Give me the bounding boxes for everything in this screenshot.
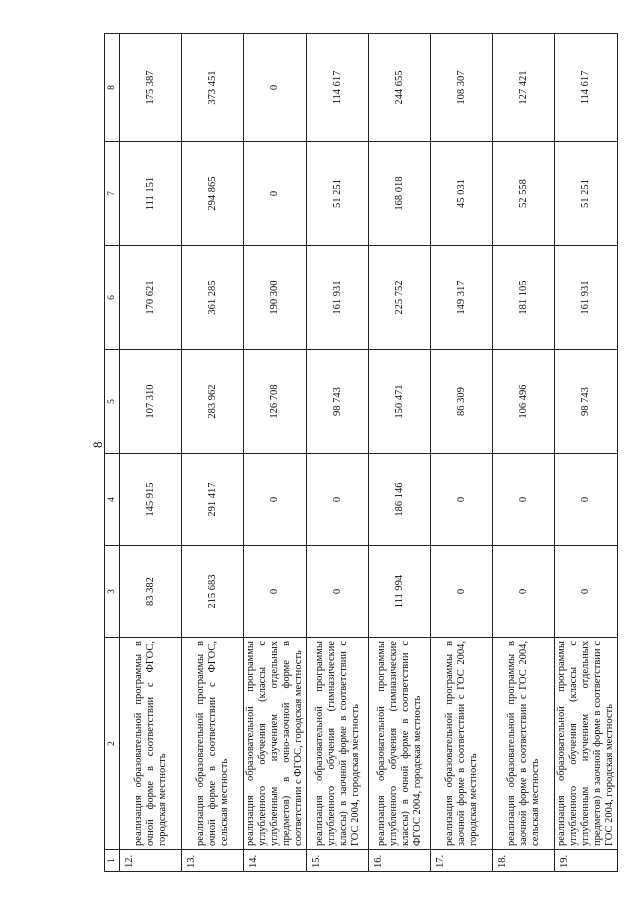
column-header: 5 — [105, 350, 120, 454]
value-cell: 283 962 — [182, 350, 244, 454]
description-cell: реализация образовательной программы углубленного обучения (классы с углубленным изучением отдельных предметов) в очно-заочной форме в соответствии с ФГОС, городская местность — [244, 638, 307, 850]
value-cell: 83 382 — [120, 546, 182, 638]
column-header: 8 — [105, 34, 120, 142]
value-cell: 106 496 — [493, 350, 555, 454]
row-number-cell: 19. — [555, 850, 618, 872]
value-cell: 0 — [431, 546, 493, 638]
value-cell: 373 451 — [182, 34, 244, 142]
value-cell: 114 617 — [555, 34, 618, 142]
row-number-cell: 12. — [120, 850, 182, 872]
description-cell: реализация образовательной программы в очной форме в соответствии с ФГОС, сельская местность — [182, 638, 244, 850]
value-cell: 0 — [244, 142, 307, 246]
value-cell: 175 387 — [120, 34, 182, 142]
table-row — [555, 34, 618, 872]
value-cell: 0 — [307, 546, 369, 638]
description-cell: реализация образовательной программы углубленного обучения (классы с углубленным изучением отдельных предметов) в заочной форме в соответствии с ГОС 2004, городская местность — [555, 638, 618, 850]
value-cell: 161 931 — [555, 246, 618, 350]
table-row — [493, 34, 555, 872]
table-row — [244, 34, 307, 872]
value-cell: 51 251 — [555, 142, 618, 246]
description-cell: реализация образовательной программы в заочной форме в соответствии с ГОС 2004, сельская местность — [493, 638, 555, 850]
header-row — [105, 34, 120, 872]
value-cell: 108 307 — [431, 34, 493, 142]
column-header: 6 — [105, 246, 120, 350]
value-cell: 0 — [307, 454, 369, 546]
value-cell: 150 471 — [369, 350, 431, 454]
table-row — [182, 34, 244, 872]
value-cell: 51 251 — [307, 142, 369, 246]
value-cell: 126 708 — [244, 350, 307, 454]
column-header: 4 — [105, 454, 120, 546]
row-number-cell: 14. — [244, 850, 307, 872]
value-cell: 0 — [244, 454, 307, 546]
table-row — [431, 34, 493, 872]
table-row — [369, 34, 431, 872]
description-cell: реализация образовательной программы в очной форме в соответствии с ФГОС, городская местность — [120, 638, 182, 850]
value-cell: 98 743 — [555, 350, 618, 454]
value-cell: 114 617 — [307, 34, 369, 142]
value-cell: 0 — [244, 34, 307, 142]
description-cell: реализация образовательной программы в заочной форме в соответствии с ГОС 2004, городская местность — [431, 638, 493, 850]
row-number-cell: 13. — [182, 850, 244, 872]
value-cell: 294 865 — [182, 142, 244, 246]
page-number: 8 — [90, 441, 105, 448]
value-cell: 186 146 — [369, 454, 431, 546]
value-cell: 291 417 — [182, 454, 244, 546]
value-cell: 111 151 — [120, 142, 182, 246]
value-cell: 190 300 — [244, 246, 307, 350]
column-header: 7 — [105, 142, 120, 246]
row-number-cell: 17. — [431, 850, 493, 872]
value-cell: 111 994 — [369, 546, 431, 638]
value-cell: 107 310 — [120, 350, 182, 454]
value-cell: 0 — [493, 454, 555, 546]
column-header: 3 — [105, 546, 120, 638]
row-number-cell: 16. — [369, 850, 431, 872]
column-header: 1 — [105, 850, 120, 872]
value-cell: 181 105 — [493, 246, 555, 350]
value-cell: 215 683 — [182, 546, 244, 638]
value-cell: 244 655 — [369, 34, 431, 142]
value-cell: 361 285 — [182, 246, 244, 350]
rotated-table-container — [104, 34, 615, 872]
value-cell: 86 309 — [431, 350, 493, 454]
description-cell: реализация образовательной программы углубленного обучения (гимназические классы) в заочной форме в соответствии с ГОС 2004, городская местность — [307, 638, 369, 850]
value-cell: 168 018 — [369, 142, 431, 246]
value-cell: 0 — [244, 546, 307, 638]
value-cell: 170 621 — [120, 246, 182, 350]
column-header: 2 — [105, 638, 120, 850]
value-cell: 52 558 — [493, 142, 555, 246]
value-cell: 225 752 — [369, 246, 431, 350]
row-number-cell: 15. — [307, 850, 369, 872]
value-cell: 45 031 — [431, 142, 493, 246]
value-cell: 0 — [493, 546, 555, 638]
funding-table — [104, 33, 618, 872]
description-cell: реализация образовательной программы углубленного обучения (гимназические классы) в очной форме в соответствии с ФГОС 2004, городская местность — [369, 638, 431, 850]
value-cell: 0 — [555, 546, 618, 638]
value-cell: 98 743 — [307, 350, 369, 454]
value-cell: 127 421 — [493, 34, 555, 142]
value-cell: 149 317 — [431, 246, 493, 350]
row-number-cell: 18. — [493, 850, 555, 872]
value-cell: 161 931 — [307, 246, 369, 350]
table-row — [307, 34, 369, 872]
value-cell: 0 — [431, 454, 493, 546]
value-cell: 145 915 — [120, 454, 182, 546]
value-cell: 0 — [555, 454, 618, 546]
table-row — [120, 34, 182, 872]
